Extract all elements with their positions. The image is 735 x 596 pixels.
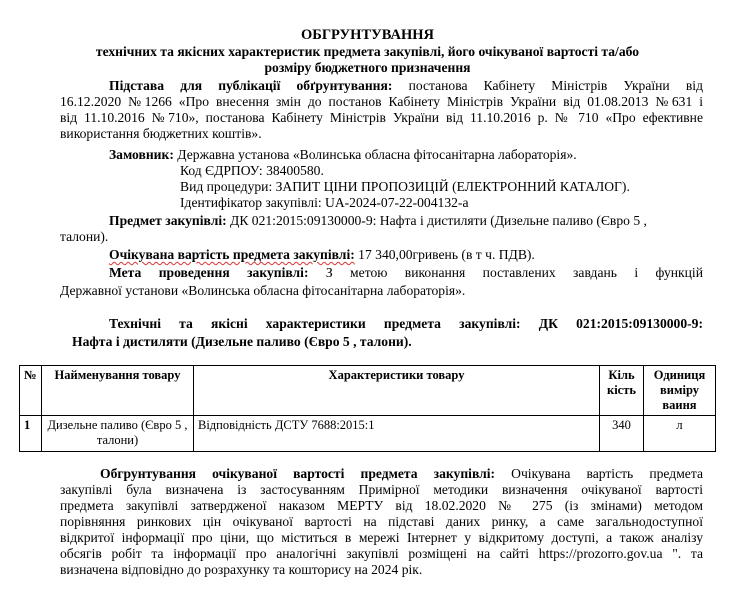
tech-heading-line2: Нафта і дистиляти (Дизельне паливо (Євро 5 , талони). xyxy=(72,334,412,349)
justification-line7: визначена відповідно до розрахунку та кошторису на 2024 рік. xyxy=(60,562,423,577)
justification-line5: відкритої інформації про ціни, що міститься в мережі Інтернет у відкритому доступі, а також аналізу xyxy=(60,530,703,545)
subject-line2: талони). xyxy=(60,229,109,244)
header-characteristics: Характеристики товару xyxy=(194,366,600,416)
customer-name: Державна установа «Волинська обласна фітосанітарна лабораторія». xyxy=(177,147,577,162)
table-row xyxy=(20,416,716,452)
table-header-row xyxy=(20,366,716,416)
header-qty: Кіль кість xyxy=(600,366,644,416)
basis-line1-text: постанова Кабінету Міністрів України від xyxy=(408,78,703,93)
row-qty: 340 xyxy=(600,416,644,452)
basis-label: Підстава для публікації обґрунтування: xyxy=(109,78,393,93)
basis-line1 xyxy=(109,78,703,94)
purpose-line1 xyxy=(109,265,703,281)
customer-procedure: Вид процедури: ЗАПИТ ЦІНИ ПРОПОЗИЦІЙ (ЕЛЕКТРОННИЙ КАТАЛОГ). xyxy=(180,179,630,194)
customer-line xyxy=(109,147,577,163)
customer-edrpou: Код ЄДРПОУ: 38400580. xyxy=(180,163,324,178)
header-unit: Одиниця виміру ваиня xyxy=(644,366,716,416)
basis-line2: 16.12.2020 №1266 «Про внесення змін до постанов Кабінету Міністрів України від 01.08.2013 №631 і xyxy=(60,94,703,109)
customer-identifier: Ідентифікатор закупівлі: UA-2024-07-22-004132-a xyxy=(180,195,469,210)
tech-heading-line1: Технічні та якісні характеристики предмета закупівлі: ДК 021:2015:09130000-9: xyxy=(109,316,703,331)
row-name: Дизельне паливо (Євро 5 , талони) xyxy=(42,416,194,452)
purpose-line1-text: З метою виконання поставлених завдань і функцій xyxy=(325,265,703,280)
subject-line1-text: ДК 021:2015:09130000-9: Нафта і дистиляти (Дизельне паливо (Євро 5 , xyxy=(230,213,647,228)
expected-cost-line xyxy=(109,247,535,263)
justification-line6: обсягів робіт та інформації про аналогічні закупівлі розміщені на сайті https://prozorro.gov.ua ". та xyxy=(60,546,703,561)
header-name: Найменування товару xyxy=(42,366,194,416)
justification-line1-text: Очікувана вартість предмета xyxy=(511,466,703,481)
header-num: № xyxy=(20,366,42,416)
expected-cost-label: Очікувана вартість предмета закупівлі: xyxy=(109,247,355,262)
customer-label: Замовник: xyxy=(109,147,174,162)
justification-line2: закупівлі була визначена із застосуванням Примірної методики визначення очікуваної вартості xyxy=(60,482,703,497)
justification-line4: порівняння ринкових цін очікуваної вартості на підставі даних ринку, а саме загальнодоступної xyxy=(60,514,703,529)
subject-label: Предмет закупівлі: xyxy=(109,213,227,228)
purpose-label: Мета проведення закупівлі: xyxy=(109,265,309,280)
row-unit: л xyxy=(644,416,716,452)
row-num: 1 xyxy=(20,416,42,452)
subject-line1 xyxy=(109,213,647,229)
expected-cost-value: 17 340,00гривень (в т ч. ПДВ). xyxy=(358,247,535,262)
justification-line3: предмета закупівлі затвердженої наказом МЕРТУ від 18.02.2020 № 275 (із змінами) методом xyxy=(60,498,703,513)
document-title: ОБГРУНТУВАННЯ xyxy=(300,27,435,43)
document-subtitle-line2: розміру бюджетного призначення xyxy=(264,60,471,75)
spec-table xyxy=(19,365,716,452)
row-characteristics: Відповідність ДСТУ 7688:2015:1 xyxy=(194,416,600,452)
basis-line4: використання бюджетних коштів». xyxy=(60,126,262,141)
justification-line1 xyxy=(100,466,703,482)
document-subtitle-line1: технічних та якісних характеристик предмета закупівлі, його очікуваної вартості та/або xyxy=(95,44,640,59)
purpose-line2: Державної установи «Волинська обласна фітосанітарна лабораторія». xyxy=(60,283,466,298)
basis-line3: від 11.10.2016 №710», постанова Кабінету Міністрів України від 11.10.2016 р. № 710 «Про ефективне xyxy=(60,110,703,125)
justification-label: Обгрунтування очікуваної вартості предмета закупівлі: xyxy=(100,466,496,481)
